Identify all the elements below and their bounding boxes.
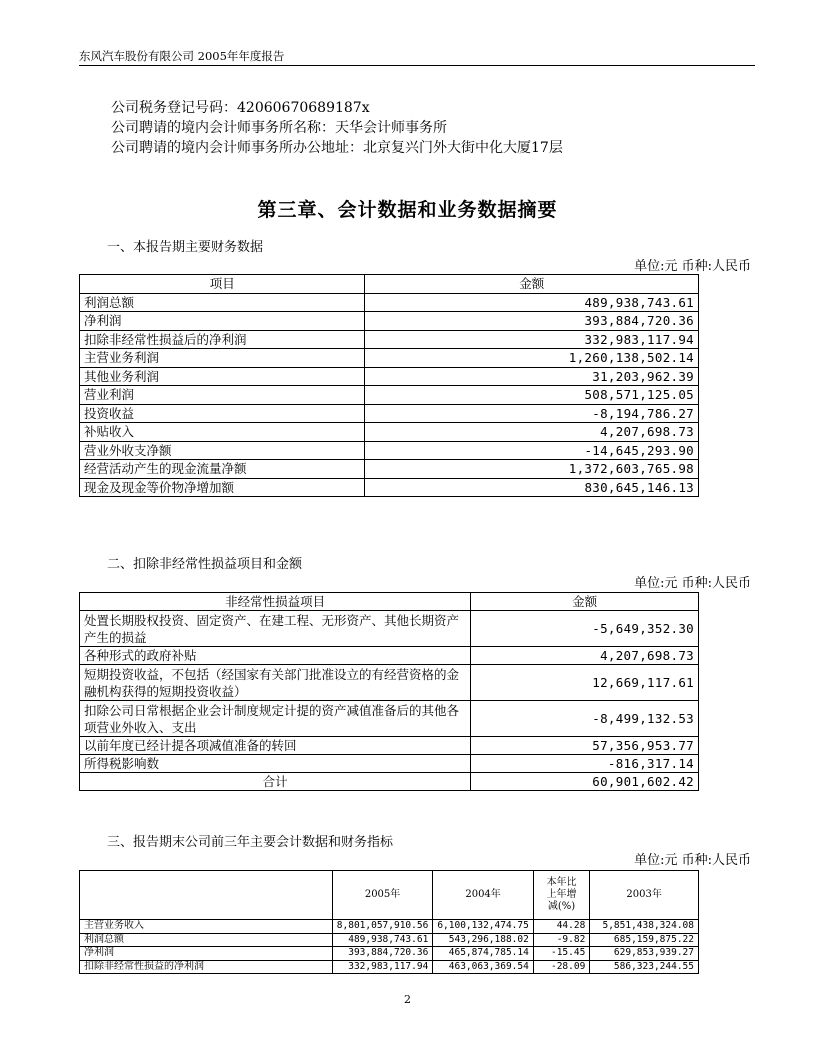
row-value: -14,645,293.90 (365, 441, 699, 460)
value-change-pct: -9.82 (533, 933, 589, 947)
table-row (80, 293, 699, 312)
column-header-2005: 2005年 (332, 871, 433, 920)
row-label: 扣除公司日常根据企业会计制度规定计提的资产减值准备后的其他各项营业外收入、支出 (80, 701, 471, 737)
table-row (80, 647, 699, 665)
row-label: 净利润 (80, 947, 333, 961)
table-row (80, 441, 699, 460)
row-value: 4,207,698.73 (471, 647, 699, 665)
table-row (80, 460, 699, 479)
row-value: 830,645,146.13 (365, 478, 699, 497)
value-2005: 332,983,117.94 (332, 960, 433, 974)
value-2004: 6,100,132,474.75 (433, 920, 534, 934)
row-label: 所得税影响数 (80, 755, 471, 773)
report-header: 东风汽车股份有限公司 2005年年度报告 (79, 47, 755, 66)
column-header-change-pct: 本年比上年增减(%) (533, 871, 589, 920)
column-header-2003: 2003年 (590, 871, 699, 920)
row-label: 主营业务收入 (80, 920, 333, 934)
section3-title: 三、报告期末公司前三年主要会计数据和财务指标 (107, 835, 394, 850)
total-value: 60,901,602.42 (471, 773, 699, 791)
row-label: 营业利润 (80, 386, 365, 405)
row-label: 其他业务利润 (80, 367, 365, 386)
row-value: 1,260,138,502.14 (365, 349, 699, 368)
table-total-row (80, 773, 699, 791)
table-row (80, 312, 699, 331)
table-header-row (80, 275, 699, 294)
accounting-firm-address: 公司聘请的境内会计师事务所办公地址：北京复兴门外大街中化大厦17层 (111, 140, 563, 156)
table-row (80, 737, 699, 755)
row-value: 57,356,953.77 (471, 737, 699, 755)
row-value: 1,372,603,765.98 (365, 460, 699, 479)
table-row (80, 701, 699, 737)
column-header-2004: 2004年 (433, 871, 534, 920)
section1-title: 一、本报告期主要财务数据 (107, 240, 264, 255)
tax-registration-number: 公司税务登记号码：42060670689187x (111, 100, 370, 116)
row-value: -8,194,786.27 (365, 404, 699, 423)
table-row (80, 755, 699, 773)
value-2003: 5,851,438,324.08 (590, 920, 699, 934)
row-value: 393,884,720.36 (365, 312, 699, 331)
row-label: 处置长期股权投资、固定资产、在建工程、无形资产、其他长期资产产生的损益 (80, 611, 471, 647)
row-value: 4,207,698.73 (365, 423, 699, 442)
table-row (80, 960, 699, 974)
value-2003: 586,323,244.55 (590, 960, 699, 974)
row-value: 12,669,117.61 (471, 665, 699, 701)
value-2004: 465,874,785.14 (433, 947, 534, 961)
row-label: 以前年度已经计提各项减值准备的转回 (80, 737, 471, 755)
row-value: 31,203,962.39 (365, 367, 699, 386)
table-row (80, 386, 699, 405)
row-value: -8,499,132.53 (471, 701, 699, 737)
row-label: 投资收益 (80, 404, 365, 423)
value-2004: 463,063,369.54 (433, 960, 534, 974)
row-value: -5,649,352.30 (471, 611, 699, 647)
column-header-item: 项目 (80, 275, 365, 294)
value-change-pct: -15.45 (533, 947, 589, 961)
table-row (80, 330, 699, 349)
value-change-pct: -28.09 (533, 960, 589, 974)
value-2005: 489,938,743.61 (332, 933, 433, 947)
table-row (80, 665, 699, 701)
table-row (80, 920, 699, 934)
table-row (80, 367, 699, 386)
table-row (80, 423, 699, 442)
value-2005: 393,884,720.36 (332, 947, 433, 961)
table-row (80, 349, 699, 368)
non-recurring-items-table (79, 592, 699, 791)
table-header-row (80, 871, 699, 920)
section2-title: 二、扣除非经常性损益项目和金额 (107, 557, 303, 572)
column-header-amount: 金额 (471, 593, 699, 611)
accounting-firm-name: 公司聘请的境内会计师事务所名称：天华会计师事务所 (111, 120, 447, 136)
value-2003: 685,159,875.22 (590, 933, 699, 947)
section2-unit: 单位:元 币种:人民币 (634, 576, 751, 591)
column-header-item: 非经常性损益项目 (80, 593, 471, 611)
row-label: 短期投资收益，不包括（经国家有关部门批准设立的有经营资格的金融机构获得的短期投资收益） (80, 665, 471, 701)
value-2003: 629,853,939.27 (590, 947, 699, 961)
section1-unit: 单位:元 币种:人民币 (634, 259, 751, 274)
column-header-amount: 金额 (365, 275, 699, 294)
page-number: 2 (404, 993, 411, 1006)
table-row (80, 933, 699, 947)
total-label: 合计 (80, 773, 471, 791)
row-value: 332,983,117.94 (365, 330, 699, 349)
value-change-pct: 44.28 (533, 920, 589, 934)
three-year-summary-table (79, 870, 699, 974)
table-row (80, 611, 699, 647)
column-header-blank (80, 871, 333, 920)
table-row (80, 947, 699, 961)
value-2005: 8,801,057,910.56 (332, 920, 433, 934)
row-label: 利润总额 (80, 293, 365, 312)
row-value: 508,571,125.05 (365, 386, 699, 405)
row-label: 补贴收入 (80, 423, 365, 442)
row-label: 利润总额 (80, 933, 333, 947)
row-value: -816,317.14 (471, 755, 699, 773)
section3-unit: 单位:元 币种:人民币 (634, 853, 751, 868)
row-label: 主营业务利润 (80, 349, 365, 368)
chapter-title: 第三章、会计数据和业务数据摘要 (257, 199, 558, 221)
table-row (80, 478, 699, 497)
row-label: 营业外收支净额 (80, 441, 365, 460)
row-label: 扣除非经常性损益后的净利润 (80, 330, 365, 349)
row-value: 489,938,743.61 (365, 293, 699, 312)
table-row (80, 404, 699, 423)
row-label: 现金及现金等价物净增加额 (80, 478, 365, 497)
row-label: 各种形式的政府补贴 (80, 647, 471, 665)
main-financial-data-table (79, 274, 699, 497)
row-label: 经营活动产生的现金流量净额 (80, 460, 365, 479)
table-header-row (80, 593, 699, 611)
row-label: 扣除非经常性损益的净利润 (80, 960, 333, 974)
value-2004: 543,296,188.02 (433, 933, 534, 947)
row-label: 净利润 (80, 312, 365, 331)
